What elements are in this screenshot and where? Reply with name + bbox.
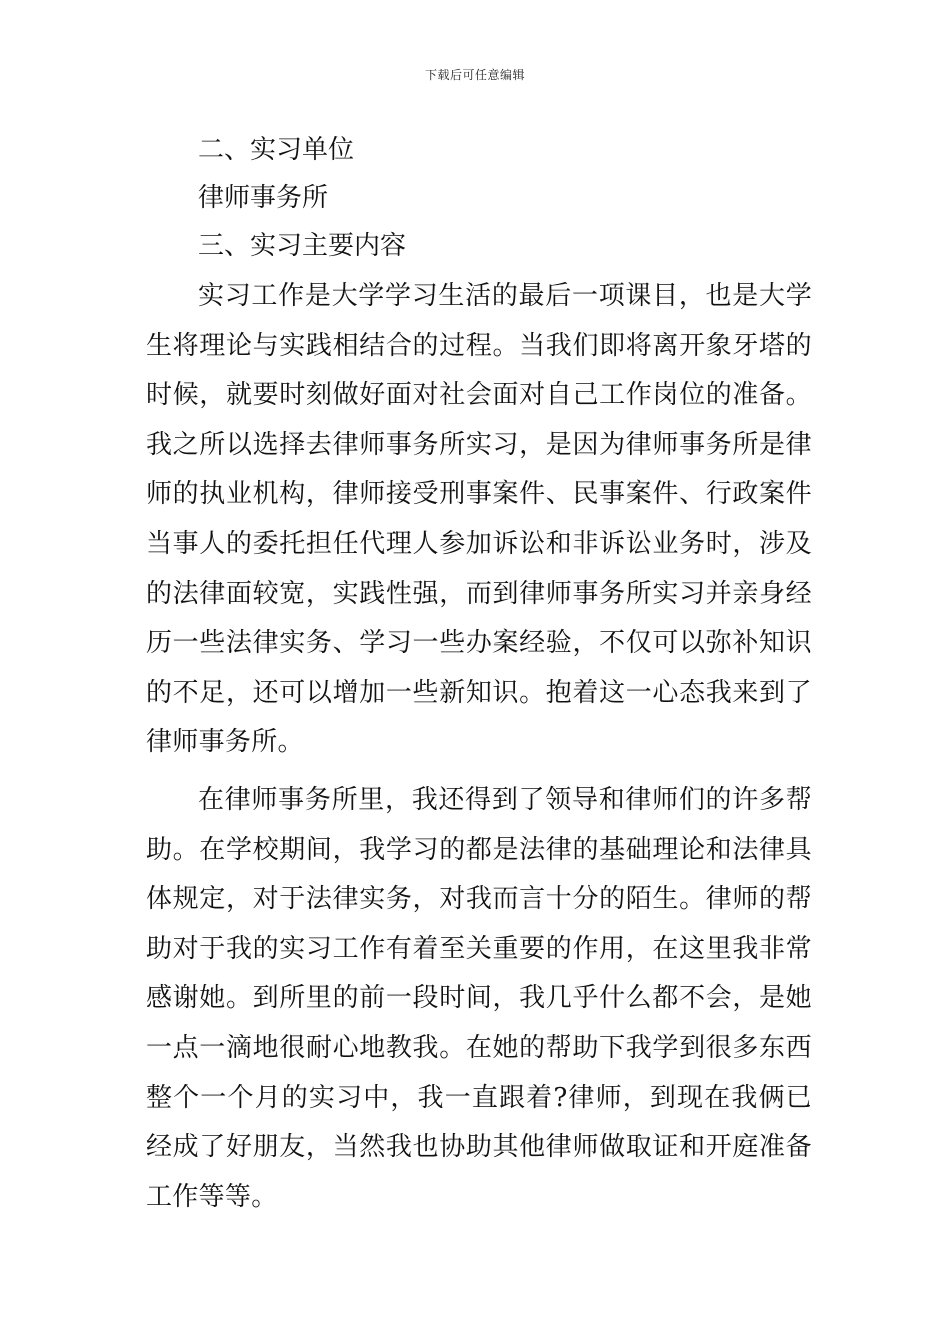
internship-unit-value: 律师事务所 (198, 183, 329, 213)
document-body (146, 126, 812, 1222)
paragraph-1: 实习工作是大学学习生活的最后一项课目，也是大学生将理论与实践相结合的过程。当我们即将离开象牙塔的时候，就要时刻做好面对社会面对自己工作岗位的准备。我之所以选择去律师事务所实习，是因为律师事务所是律师的执业机构，律师接受刑事案件、民事案件、行政案件当事人的委托担任代理人参加诉讼和非诉讼业务时，涉及的法律面较宽，实践性强，而到律师事务所实习并亲身经历一些法律实务、学习一些办案经验，不仅可以弥补知识的不足，还可以增加一些新知识。抱着这一心态我来到了律师事务所。 (146, 281, 812, 758)
section-heading-internship-unit: 二、实习单位 (198, 135, 355, 165)
page-header-note: 下载后可任意编辑 (424, 68, 525, 82)
section-heading-internship-content: 三、实习主要内容 (198, 231, 407, 261)
paragraph-2: 在律师事务所里，我还得到了领导和律师们的许多帮助。在学校期间，我学习的都是法律的基础理论和法律具体规定，对于法律实务，对我而言十分的陌生。律师的帮助对于我的实习工作有着至关重要的作用，在这里我非常感谢她。到所里的前一段时间，我几乎什么都不会，是她一点一滴地很耐心地教我。在她的帮助下我学到很多东西整个一个月的实习中，我一直跟着?律师，到现在我俩已经成了好朋友，当然我也协助其他律师做取证和开庭准备工作等等。 (146, 784, 812, 1212)
